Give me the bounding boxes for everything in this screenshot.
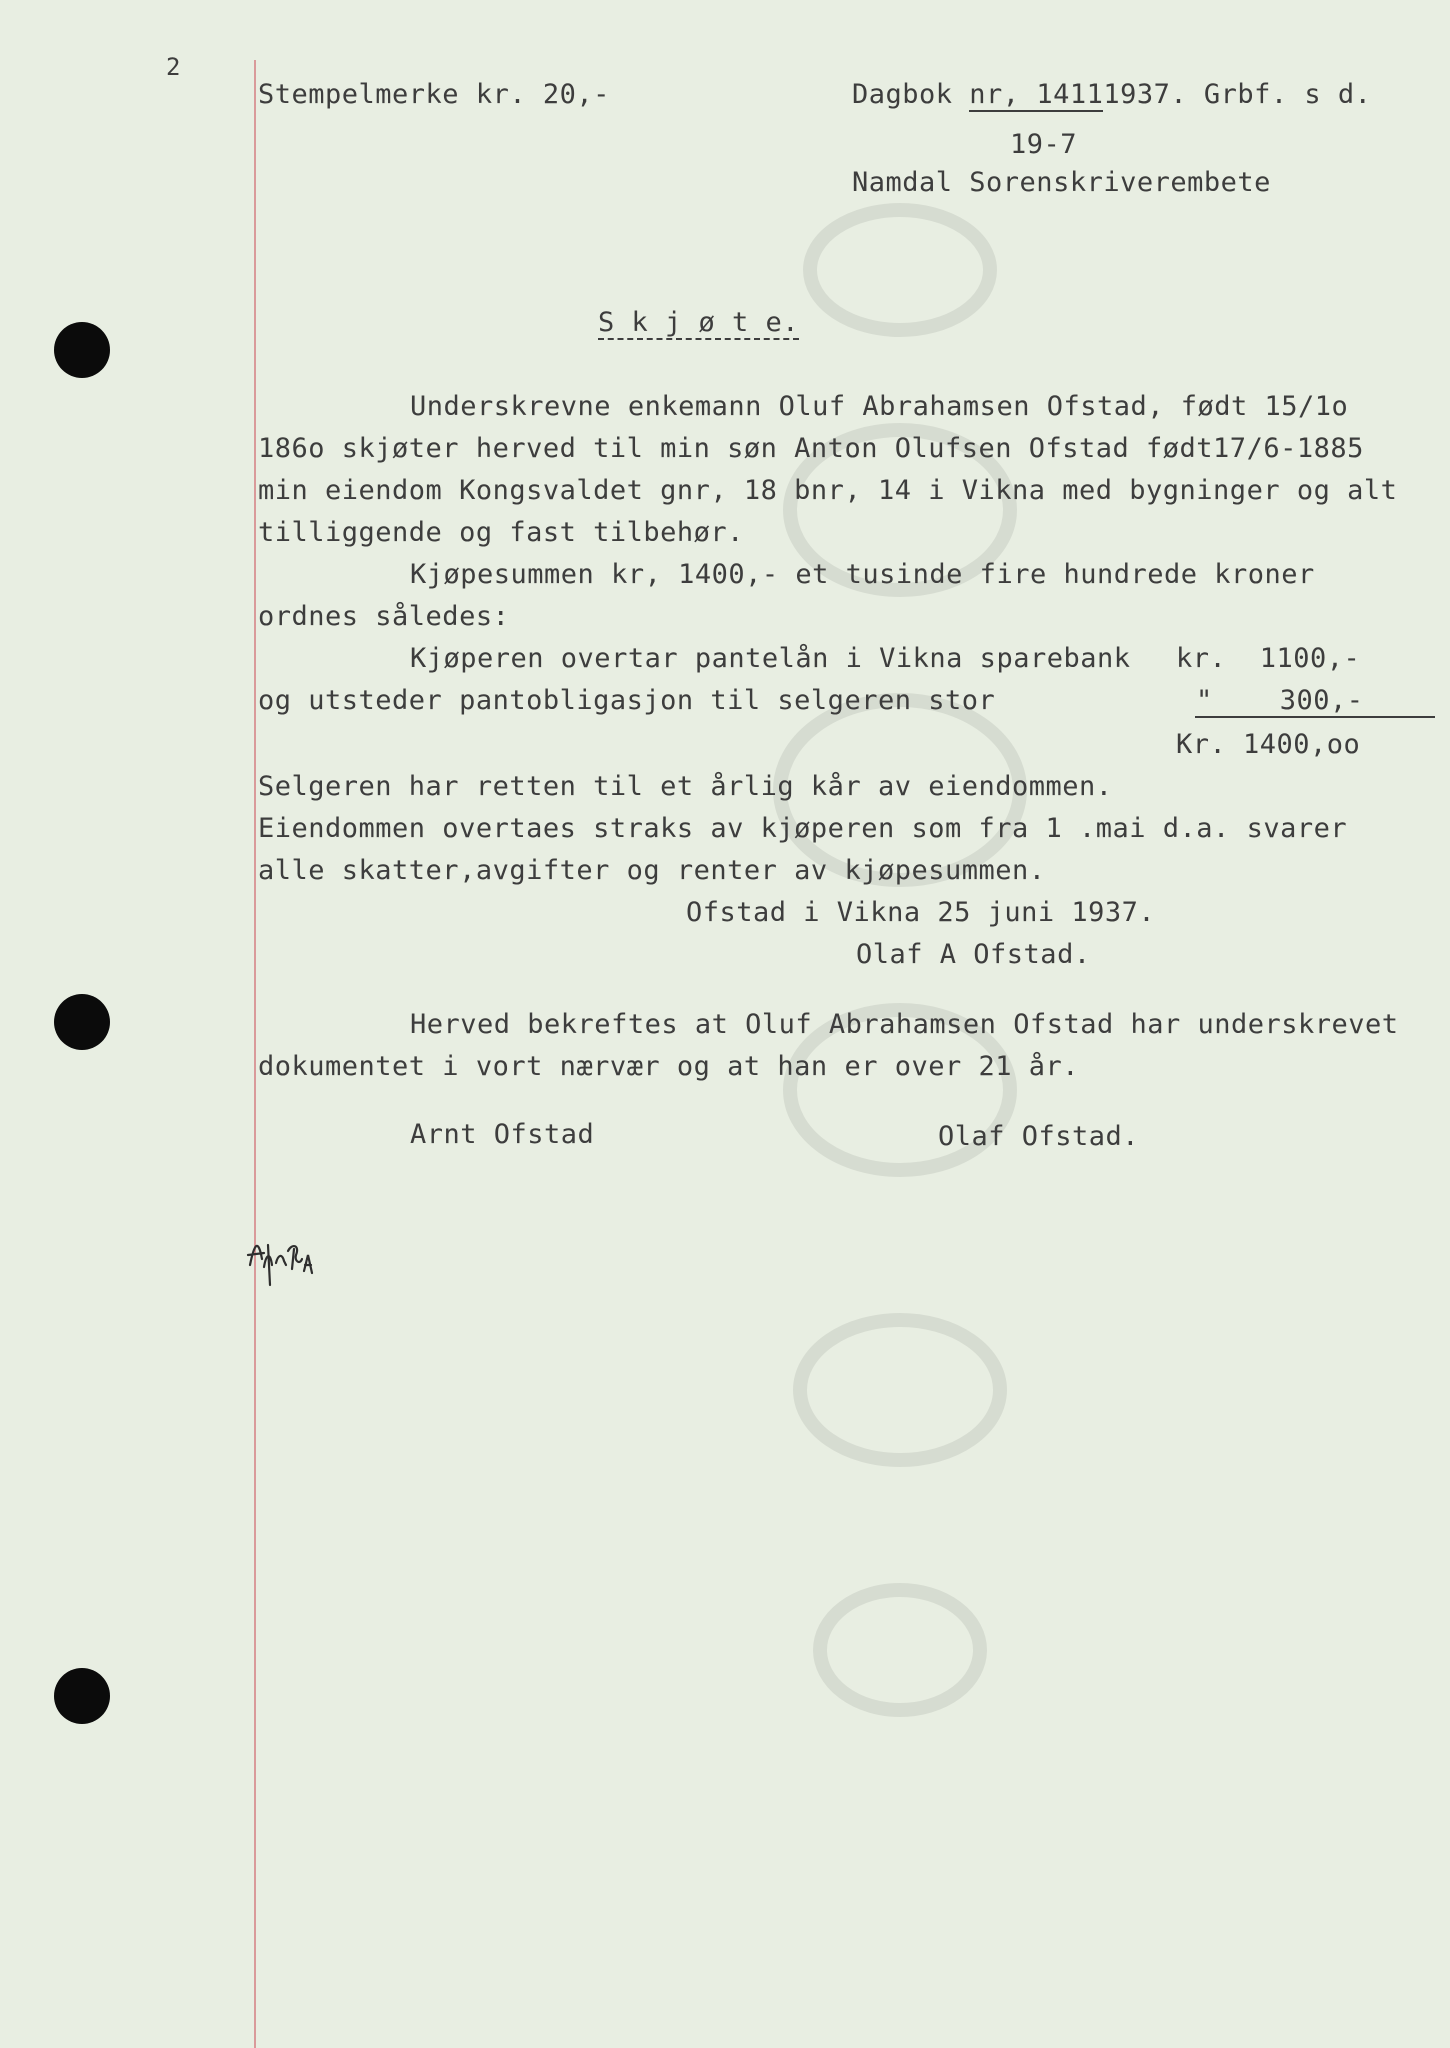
body-line: min eiendom Kongsvaldet gnr, 18 bnr, 14 i Vikna med bygninger og alt xyxy=(258,475,1398,506)
amount-total: Kr. 1400,oo xyxy=(1176,729,1361,760)
witness-signature-1: Arnt Ofstad xyxy=(410,1119,595,1150)
punch-hole xyxy=(54,994,110,1050)
witness-line: Herved bekreftes at Oluf Abrahamsen Ofstad har underskrevet xyxy=(410,1009,1399,1040)
stamp-fee: Stempelmerke kr. 20,- xyxy=(258,79,610,110)
margin-line xyxy=(254,60,256,2048)
body-line: alle skatter,avgifter og renter av kjøpesummen. xyxy=(258,855,1046,886)
witness-signature-2: Olaf Ofstad. xyxy=(938,1121,1140,1152)
body-line: ordnes således: xyxy=(258,601,510,632)
punch-hole xyxy=(54,1668,110,1724)
body-line: Eiendommen overtaes straks av kjøperen som fra 1 .mai d.a. svarer xyxy=(258,813,1348,844)
page-number: 2 xyxy=(166,53,181,81)
sum-line xyxy=(1195,716,1435,718)
witness-line: dokumentet i vort nærvær og at han er over 21 år. xyxy=(258,1051,1080,1082)
body-line: 186o skjøter herved til min søn Anton Olufsen Ofstad født17/6-1885 xyxy=(258,433,1364,464)
punch-hole xyxy=(54,322,110,378)
office-name: Namdal Sorenskriverembete xyxy=(852,167,1271,198)
amount-loan: kr. 1100,- xyxy=(1176,643,1361,674)
document-title: S k j ø t e. xyxy=(598,307,800,338)
place-date: Ofstad i Vikna 25 juni 1937. xyxy=(686,897,1156,928)
seller-signature: Olaf A Ofstad. xyxy=(856,939,1091,970)
dagbok-number: nr, 1411 xyxy=(969,79,1104,110)
body-line: Kjøpesummen kr, 1400,- et tusinde fire hundrede kroner xyxy=(410,559,1315,590)
body-line: Kjøperen overtar pantelån i Vikna sparebank xyxy=(410,643,1131,674)
body-line: Underskrevne enkemann Oluf Abrahamsen Ofstad, født 15/1o xyxy=(410,391,1349,422)
body-line: Selgeren har retten til et årlig kår av eiendommen. xyxy=(258,771,1113,802)
handwritten-initials xyxy=(242,1225,332,1295)
body-line: og utsteder pantobligasjon til selgeren stor xyxy=(258,685,996,716)
body-line: tilliggende og fast tilbehør. xyxy=(258,517,744,548)
registration-date: 19-7 xyxy=(1010,129,1078,160)
amount-bond: " 300,- xyxy=(1196,685,1364,716)
dagbok-reference: Dagbok nr, 14111937. Grbf. s d. xyxy=(852,79,1372,110)
